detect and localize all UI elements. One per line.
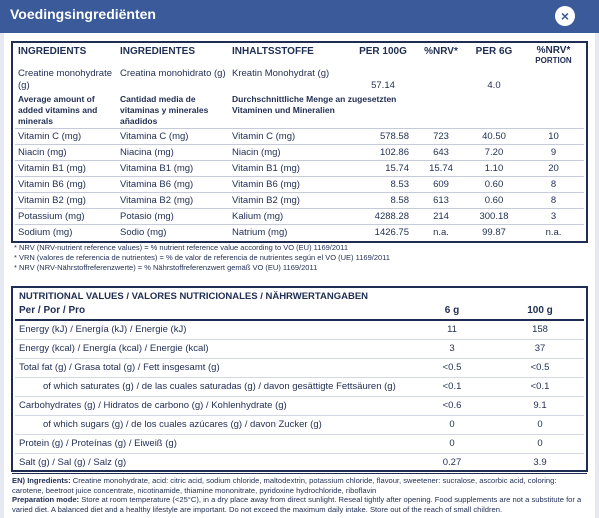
row-per100: 8.53 — [349, 177, 417, 193]
row-nrv6: 8 — [523, 193, 584, 209]
ingredients-line — [12, 476, 587, 495]
nutrition-label: Total fat (g) / Grasa total (g) / Fett insgesamt (g) — [15, 359, 408, 378]
supplement-facts-box — [11, 41, 588, 243]
modal-title: Voedingsingrediënten — [10, 6, 156, 22]
nutrition-col-row — [15, 303, 584, 320]
header-ingredients: INGREDIENTS — [18, 46, 87, 57]
row-es: Niacina (mg) — [117, 145, 229, 161]
vitamin-row — [15, 129, 584, 145]
row-en: Potassium (mg) — [15, 209, 117, 225]
row-en: Vitamin B1 (mg) — [15, 161, 117, 177]
nutrition-label: of which saturates (g) / de las cuales saturadas (g) / davon gesättigte Fettsäuren (g) — [15, 378, 408, 397]
close-button[interactable] — [555, 6, 575, 26]
nutrition-v6: 3 — [408, 340, 496, 359]
row-per6: 99.87 — [465, 225, 523, 241]
nutrition-label: Energy (kcal) / Energía (kcal) / Energie (kcal) — [15, 340, 408, 359]
row-per6: 300.18 — [465, 209, 523, 225]
row-de: Vitamin B1 (mg) — [229, 161, 349, 177]
subheader-de: Durchschnittliche Menge an zugesetzten Vitaminen und Mineralien — [232, 94, 397, 115]
nutrition-v6: 0.27 — [442, 457, 462, 468]
nutrition-v100: <0.5 — [496, 359, 584, 378]
nutrition-v100: 0 — [496, 435, 584, 454]
row-nrv6: 20 — [523, 161, 584, 177]
row-nrv100: 15.74 — [417, 161, 465, 177]
row-en: Vitamin B2 (mg) — [15, 193, 117, 209]
row-per6: 1.10 — [465, 161, 523, 177]
row-per6: 40.50 — [465, 129, 523, 145]
header-nrv: %NRV* — [424, 46, 458, 57]
row-es: Vitamina B6 (mg) — [117, 177, 229, 193]
row-en: Niacin (mg) — [15, 145, 117, 161]
header-nrv-portion-b: PORTION — [535, 56, 572, 65]
nutrition-label: Carbohydrates (g) / Hidratos de carbono (g) / Kohlenhydrate (g) — [15, 397, 408, 416]
subheader-en: Average amount of added vitamins and minerals — [18, 94, 98, 126]
ingredients-list: Creatine monohydrate, acid: citric acid, sodium chloride, maltodextrin, potassium chloride, flavour, sweetener: sucralose, ascorbic acid, coloring: carotene, beetroot juice concentrate, nicotinamide, thiamine mononitrate, pyridoxine hydrochloride, riboflavin — [12, 476, 557, 495]
col-100g: 100 g — [496, 303, 584, 320]
nutrition-v100: 3.9 — [533, 457, 547, 468]
nutrition-v100: <0.1 — [496, 378, 584, 397]
nutrition-title: NUTRITIONAL VALUES / VALORES NUTRICIONALES / NÄHRWERTANGABEN — [19, 291, 369, 302]
row-de: Vitamin C (mg) — [229, 129, 349, 145]
row-nrv100: n.a. — [417, 225, 465, 241]
row-per100: 4288.28 — [349, 209, 417, 225]
row-es: Sodio (mg) — [117, 225, 229, 241]
nutrition-v6: 0 — [408, 416, 496, 435]
creatine-per100: 57.14 — [371, 80, 395, 91]
creatine-en: Creatine monohydrate (g) — [18, 68, 112, 91]
row-nrv100: 643 — [417, 145, 465, 161]
row-per100: 102.86 — [349, 145, 417, 161]
nutrition-facts-box — [11, 286, 588, 472]
ingredients-label: EN) Ingredients: — [12, 476, 71, 485]
nutrition-table — [15, 290, 584, 472]
preparation-line — [12, 495, 587, 514]
nutrition-row — [15, 340, 584, 359]
row-de: Vitamin B6 (mg) — [229, 177, 349, 193]
col-6g: 6 g — [408, 303, 496, 320]
footnote: * VRN (valores de referencia de nutrientes) = % de valor de referencia de nutrientes según el VO (UE) 1169/2011 — [14, 253, 390, 262]
row-de: Kalium (mg) — [229, 209, 349, 225]
row-es: Potasio (mg) — [117, 209, 229, 225]
creatine-per6: 4.0 — [487, 80, 501, 91]
nutrition-row — [15, 416, 584, 435]
row-per100: 578.58 — [349, 129, 417, 145]
supplement-header-row — [15, 45, 584, 67]
col-per-label: Per / Por / Pro — [15, 303, 408, 320]
preparation-text: Store at room temperature (<25°C), in a dry place away from direct sunlight. Reseal tightly after opening. Food supplements are not a substitute for a varied diet. A balanced diet and a healthy lifestyle are important. Do not exceed the maximum daily intake. Store out of the reach of small children. — [12, 495, 582, 514]
nutrition-v100: 0 — [496, 416, 584, 435]
header-inhaltsstoffe: INHALTSSTOFFE — [232, 46, 314, 57]
header-per-6g: PER 6G — [475, 46, 513, 57]
nutrition-label: Protein (g) / Proteínas (g) / Eiweiß (g) — [15, 435, 408, 454]
nutrition-label: Salt (g) / Sal (g) / Salz (g) — [19, 457, 127, 468]
row-nrv6: 8 — [523, 177, 584, 193]
nutrition-row — [15, 435, 584, 454]
header-nrv-portion — [523, 45, 584, 67]
vitamin-row — [15, 161, 584, 177]
nutrition-v6: 0 — [408, 435, 496, 454]
header-ingredientes: INGREDIENTES — [120, 46, 196, 57]
vitamin-row — [15, 145, 584, 161]
row-per6: 7.20 — [465, 145, 523, 161]
row-per100: 1426.75 — [349, 225, 417, 241]
row-en: Vitamin B6 (mg) — [15, 177, 117, 193]
nutrition-row — [15, 320, 584, 340]
creatine-row — [15, 67, 584, 93]
preparation-label: Preparation mode: — [12, 495, 80, 504]
row-es: Vitamina B2 (mg) — [117, 193, 229, 209]
row-de: Vitamin B2 (mg) — [229, 193, 349, 209]
nutrition-title-row — [15, 290, 584, 303]
nrv-footnotes — [14, 243, 584, 273]
nutrition-row — [15, 454, 584, 473]
row-en: Sodium (mg) — [15, 225, 117, 241]
vitamin-row — [15, 225, 584, 241]
row-es: Vitamina B1 (mg) — [117, 161, 229, 177]
row-per6: 0.60 — [465, 193, 523, 209]
nutrition-v100: 158 — [496, 320, 584, 340]
close-icon: × — [560, 8, 570, 24]
row-nrv6: 9 — [523, 145, 584, 161]
nutrition-v6: <0.5 — [408, 359, 496, 378]
header-nrv-portion-a: %NRV* — [536, 45, 571, 56]
header-per-100g: PER 100G — [359, 46, 407, 57]
row-per100: 8.58 — [349, 193, 417, 209]
footnote: * NRV (NRV-Nährstoffreferenzwerte) = % Nährstoffreferenzwert gemäß VO (EU) 1169/2011 — [14, 263, 318, 272]
modal-content — [4, 33, 595, 518]
nutrition-row — [15, 397, 584, 416]
modal-header — [0, 0, 599, 33]
subheader-row — [15, 93, 584, 129]
vitamin-row — [15, 209, 584, 225]
row-es: Vitamina C (mg) — [117, 129, 229, 145]
row-nrv100: 613 — [417, 193, 465, 209]
nutrition-row — [15, 378, 584, 397]
row-nrv6: n.a. — [523, 225, 584, 241]
nutrition-v6: <0.1 — [408, 378, 496, 397]
creatine-de: Kreatin Monohydrat (g) — [232, 68, 330, 79]
row-per6: 0.60 — [465, 177, 523, 193]
ingredients-text — [12, 473, 587, 514]
vitamin-row — [15, 193, 584, 209]
nutrition-row — [15, 359, 584, 378]
nutrition-v6: 11 — [408, 320, 496, 340]
row-nrv6: 3 — [523, 209, 584, 225]
nutrition-v6: <0.6 — [408, 397, 496, 416]
row-nrv6: 10 — [523, 129, 584, 145]
creatine-es: Creatina monohidrato (g) — [120, 68, 226, 79]
row-per100: 15.74 — [349, 161, 417, 177]
row-de: Niacin (mg) — [229, 145, 349, 161]
nutrition-v100: 37 — [496, 340, 584, 359]
row-nrv100: 723 — [417, 129, 465, 145]
subheader-es: Cantidad media de vitaminas y minerales añadidos — [120, 94, 209, 126]
nutrition-label: Energy (kJ) / Energía (kJ) / Energie (kJ) — [15, 320, 408, 340]
nutrition-v100: 9.1 — [496, 397, 584, 416]
vitamin-row — [15, 177, 584, 193]
footnote: * NRV (NRV-nutrient reference values) = % nutrient reference value according to VO (EU) 1169/2011 — [14, 243, 348, 252]
row-en: Vitamin C (mg) — [15, 129, 117, 145]
nutrition-label: of which sugars (g) / de los cuales azúcares (g) / davon Zucker (g) — [15, 416, 408, 435]
row-de: Natrium (mg) — [229, 225, 349, 241]
row-nrv100: 609 — [417, 177, 465, 193]
supplement-table — [15, 45, 584, 240]
row-nrv100: 214 — [417, 209, 465, 225]
